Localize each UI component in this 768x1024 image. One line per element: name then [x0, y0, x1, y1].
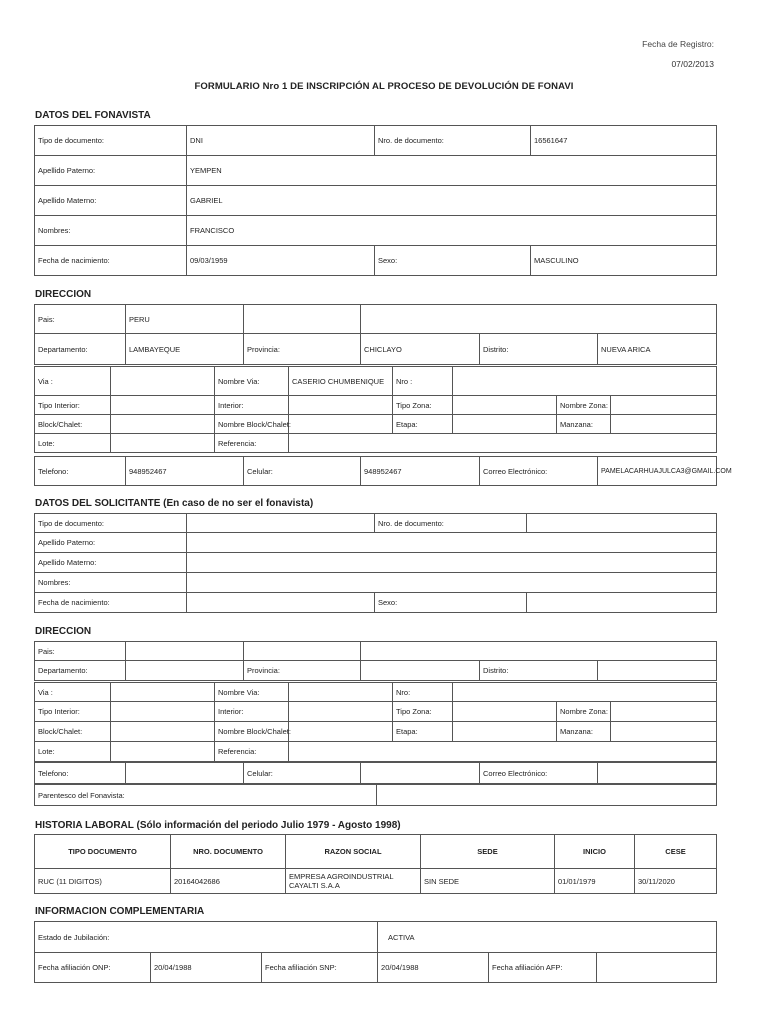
section-fonavista-title: DATOS DEL FONAVISTA: [35, 110, 151, 121]
d2-referencia-label: Referencia:: [215, 742, 289, 762]
d2-tipo-zona-label: Tipo Zona:: [393, 702, 453, 722]
d2-prov-label: Provincia:: [244, 661, 361, 681]
complementaria-table: [34, 921, 717, 983]
table-row: [35, 869, 717, 894]
onp-label: Fecha afiliación ONP:: [35, 953, 151, 983]
d2-manzana-label: Manzana:: [557, 722, 611, 742]
col-header-tipo-doc: TIPO DOCUMENTO: [35, 835, 171, 869]
manzana-label: Manzana:: [557, 415, 611, 434]
direccion-table-1: [34, 304, 717, 365]
nro-label: Nro :: [393, 367, 453, 396]
telefono-value: 948952467: [126, 457, 244, 486]
d2-nombre-via-label: Nombre Via:: [215, 683, 289, 702]
sol-nro-doc-label: Nro. de documento:: [375, 514, 527, 533]
etapa-label: Etapa:: [393, 415, 453, 434]
d2-block-label: Block/Chalet:: [35, 722, 111, 742]
sol-sexo-label: Sexo:: [375, 593, 527, 613]
parentesco-label: Parentesco del Fonavista:: [35, 785, 377, 806]
nombres-value: FRANCISCO: [187, 216, 717, 246]
celular-value: 948952467: [361, 457, 480, 486]
d2-lote-label: Lote:: [35, 742, 111, 762]
d2-nombre-zona-label: Nombre Zona:: [557, 702, 611, 722]
row-razon-social: EMPRESA AGROINDUSTRIAL CAYALTI S.A.A: [286, 869, 421, 894]
section-complementaria-title: INFORMACION COMPLEMENTARIA: [35, 906, 205, 917]
interior-label: Interior:: [215, 396, 289, 415]
d2-via-label: Via :: [35, 683, 111, 702]
depto-value: LAMBAYEQUE: [126, 334, 244, 365]
row-tipo-doc: RUC (11 DIGITOS): [35, 869, 171, 894]
row-cese: 30/11/2020: [635, 869, 717, 894]
sexo-label: Sexo:: [375, 246, 531, 276]
referencia-label: Referencia:: [215, 434, 289, 453]
fonavista-table: [34, 125, 717, 276]
tipo-doc-value: DNI: [187, 126, 375, 156]
historia-table: [34, 834, 717, 894]
form-title: FORMULARIO Nro 1 DE INSCRIPCIÓN AL PROCESO DE DEVOLUCIÓN DE FONAVI: [194, 81, 574, 92]
dist-label: Distrito:: [480, 334, 598, 365]
section-direccion-2-title: DIRECCION: [35, 626, 92, 637]
correo-label: Correo Electrónico:: [480, 457, 598, 486]
tipo-zona-label: Tipo Zona:: [393, 396, 453, 415]
col-header-nro-doc: NRO. DOCUMENTO: [171, 835, 286, 869]
d2-pais-label: Pais:: [35, 642, 126, 661]
d2-nro-label: Nro:: [393, 683, 453, 702]
solicitante-table: [34, 513, 717, 613]
dist-value: NUEVA ARICA: [598, 334, 717, 365]
d2-tipo-interior-label: Tipo Interior:: [35, 702, 111, 722]
d2-telefono-label: Telefono:: [35, 763, 126, 784]
section-historia-title: HISTORIA LABORAL (Sólo información del periodo Julio 1979 - Agosto 1998): [35, 820, 401, 831]
d2-etapa-label: Etapa:: [393, 722, 453, 742]
sol-nombres-label: Nombres:: [35, 573, 187, 593]
nro-value: [453, 367, 717, 396]
fecha-nac-value: 09/03/1959: [187, 246, 375, 276]
contacto-table-1: [34, 456, 732, 486]
registration-date-value: 07/02/2013: [671, 59, 714, 69]
ap-paterno-label: Apellido Paterno:: [35, 156, 187, 186]
row-nro-doc: 20164042686: [171, 869, 286, 894]
nro-doc-label: Nro. de documento:: [375, 126, 531, 156]
ap-materno-label: Apellido Materno:: [35, 186, 187, 216]
sol-ap-paterno-label: Apellido Paterno:: [35, 533, 187, 553]
parentesco-table: [34, 784, 717, 806]
d2-interior-label: Interior:: [215, 702, 289, 722]
snp-value: 20/04/1988: [378, 953, 489, 983]
direccion-via-table-1: [34, 366, 717, 453]
prov-value: CHICLAYO: [361, 334, 480, 365]
via-label: Via :: [35, 367, 111, 396]
ap-paterno-value: YEMPEN: [187, 156, 717, 186]
pais-value: PERU: [126, 305, 244, 334]
nombre-block-label: Nombre Block/Chalet:: [215, 415, 289, 434]
correo-value: PAMELACARHUAJULCA3@GMAIL.COM: [598, 457, 717, 486]
d2-dist-label: Distrito:: [480, 661, 598, 681]
contacto-table-2: [34, 762, 717, 784]
tipo-interior-label: Tipo Interior:: [35, 396, 111, 415]
row-sede: SIN SEDE: [421, 869, 555, 894]
sol-tipo-doc-label: Tipo de documento:: [35, 514, 187, 533]
d2-correo-label: Correo Electrónico:: [480, 763, 598, 784]
pais-label: Pais:: [35, 305, 126, 334]
sol-ap-materno-label: Apellido Materno:: [35, 553, 187, 573]
row-inicio: 01/01/1979: [555, 869, 635, 894]
block-label: Block/Chalet:: [35, 415, 111, 434]
lote-label: Lote:: [35, 434, 111, 453]
snp-label: Fecha afiliación SNP:: [262, 953, 378, 983]
afp-value: [597, 953, 717, 983]
sol-fecha-nac-label: Fecha de nacimiento:: [35, 593, 187, 613]
ap-materno-value: GABRIEL: [187, 186, 717, 216]
telefono-label: Telefono:: [35, 457, 126, 486]
nombre-zona-label: Nombre Zona:: [557, 396, 611, 415]
registration-date-label: Fecha de Registro:: [642, 39, 714, 49]
section-solicitante-title: DATOS DEL SOLICITANTE (En caso de no ser el fonavista): [35, 498, 314, 509]
col-header-sede: SEDE: [421, 835, 555, 869]
depto-label: Departamento:: [35, 334, 126, 365]
col-header-razon-social: RAZON SOCIAL: [286, 835, 421, 869]
celular-label: Celular:: [244, 457, 361, 486]
nombres-label: Nombres:: [35, 216, 187, 246]
fecha-nac-label: Fecha de nacimiento:: [35, 246, 187, 276]
col-header-inicio: INICIO: [555, 835, 635, 869]
nro-doc-value: 16561647: [531, 126, 717, 156]
afp-label: Fecha afiliación AFP:: [489, 953, 597, 983]
prov-label: Provincia:: [244, 334, 361, 365]
nombre-via-label: Nombre Via:: [215, 367, 289, 396]
col-header-cese: CESE: [635, 835, 717, 869]
estado-jubilacion-value: ACTIVA: [378, 922, 717, 953]
tipo-doc-label: Tipo de documento:: [35, 126, 187, 156]
estado-jubilacion-label: Estado de Jubilación:: [35, 922, 378, 953]
onp-value: 20/04/1988: [151, 953, 262, 983]
direccion-via-table-2: [34, 682, 717, 762]
d2-celular-label: Celular:: [244, 763, 361, 784]
direccion-table-2: [34, 641, 717, 681]
section-direccion-title: DIRECCION: [35, 289, 92, 300]
nombre-via-value: CASERIO CHUMBENIQUE: [289, 367, 393, 396]
d2-nombre-block-label: Nombre Block/Chalet:: [215, 722, 289, 742]
sexo-value: MASCULINO: [531, 246, 717, 276]
d2-depto-label: Departamento:: [35, 661, 126, 681]
via-value: [111, 367, 215, 396]
